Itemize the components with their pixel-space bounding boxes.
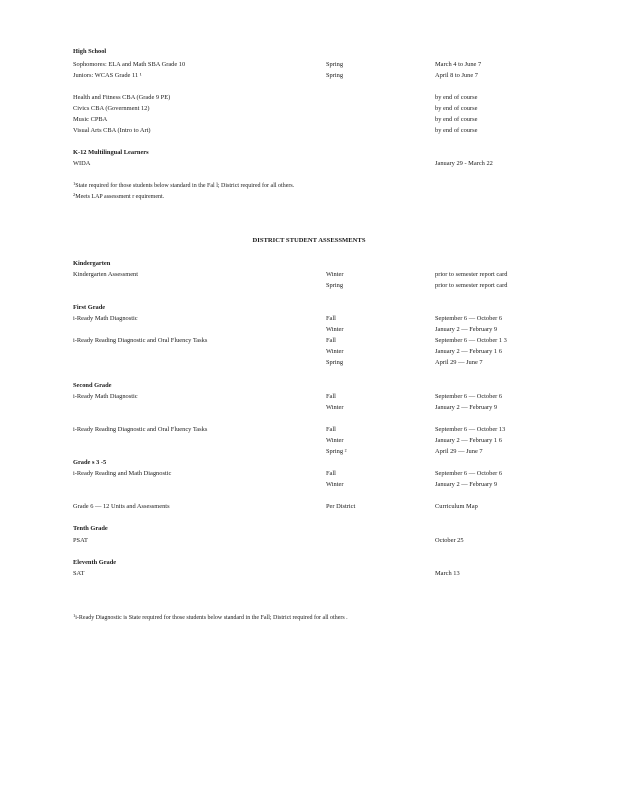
table-row: Winter January 2 — February 1 6 [326, 437, 502, 444]
table-row: Music CPBA by end of course [73, 116, 478, 123]
table-row: Winter January 2 — February 9 [326, 481, 498, 488]
section-heading-grades-3-5: Grade s 3 -5 [73, 459, 107, 466]
section-heading-kindergarten: Kindergarten [73, 260, 111, 267]
table-row: WIDA January 29 - March 22 [73, 160, 493, 167]
table-row: PSAT October 25 [73, 537, 464, 544]
table-row: Civics CBA (Government 12) by end of course [73, 105, 478, 112]
footnote: $^2$Meets LAP assessment r equirement. [73, 192, 165, 200]
table-row: Spring April 29 — June 7 [326, 359, 483, 366]
section-heading-k12: K-12 Multilingual Learners [73, 149, 149, 156]
table-row: Winter January 2 — February 9 [326, 326, 498, 333]
table-row: i-Ready Reading Diagnostic and Oral Fluency Tasks Fall September 6 — October 1 3 [73, 337, 507, 344]
table-row: i-Ready Reading Diagnostic and Oral Fluency Tasks Fall September 6 — October 13 [73, 426, 506, 433]
section-heading-eleventh-grade: Eleventh Grade [73, 559, 117, 566]
section-heading-high-school: High School [73, 48, 107, 55]
table-row: Winter January 2 — February 1 6 [326, 348, 502, 355]
section-heading-first-grade: First Grade [73, 304, 106, 311]
section-heading-second-grade: Second Grade [73, 382, 112, 389]
table-row: Kindergarten Assessment Winter prior to semester report card [73, 271, 508, 278]
table-row: i-Ready Reading and Math Diagnostic Fall September 6 — October 6 [73, 470, 503, 477]
footnote: $^1$i-Ready Diagnostic is State required for those students below standard in the Fall; District required for all others . [73, 613, 348, 621]
footnote: $^1$State required for those students below standard in the Fal l; District required for all others. [73, 181, 295, 189]
table-row: i-Ready Math Diagnostic Fall September 6 — October 6 [73, 393, 503, 400]
table-row: Grade 6 — 12 Units and Assessments Per District Curriculum Map [73, 503, 478, 510]
table-row: Winter January 2 — February 9 [326, 404, 498, 411]
table-row: Spring ² April 29 — June 7 [326, 448, 483, 455]
table-row: Health and Fitness CBA (Grade 9 PE) by end of course [73, 94, 478, 101]
section-title: DISTRICT STUDENT ASSESSMENTS [252, 237, 366, 244]
table-row: Visual Arts CBA (Intro to Art) by end of course [73, 127, 478, 134]
table-row: Spring prior to semester report card [326, 282, 508, 289]
section-heading-tenth-grade: Tenth Grade [73, 525, 108, 532]
table-row: Juniors: WCAS Grade 11 ¹ Spring April 8 to June 7 [73, 72, 478, 79]
table-row: SAT March 13 [73, 570, 460, 577]
table-row: Sophomores: ELA and Math SBA Grade 10 Spring March 4 to June 7 [73, 61, 482, 68]
table-row: i-Ready Math Diagnostic Fall September 6 — October 6 [73, 315, 503, 322]
